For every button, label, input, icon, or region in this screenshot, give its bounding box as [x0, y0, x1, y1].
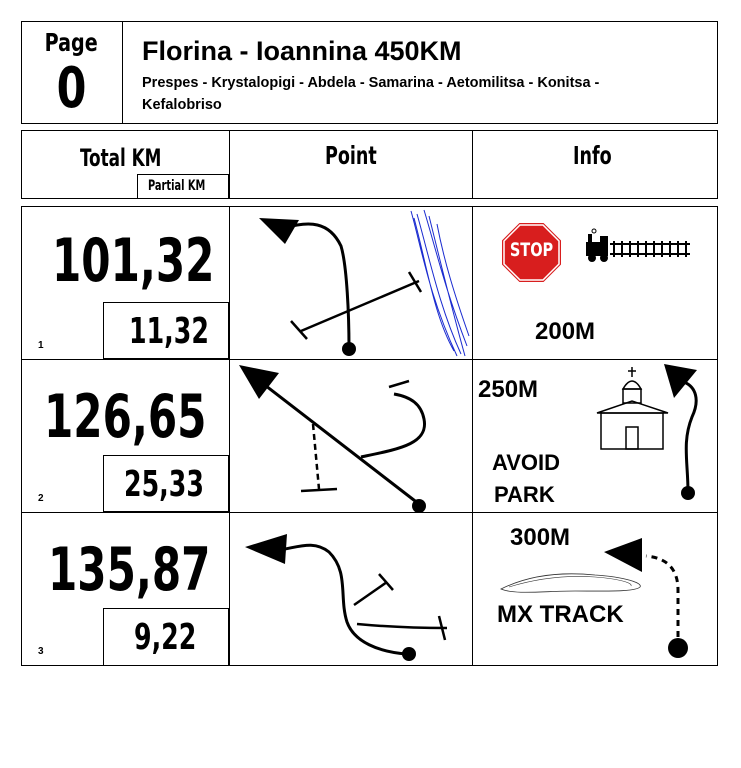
column-info: Info [573, 141, 612, 170]
row-3-index: 3 [38, 646, 44, 657]
row-2-info-text1: AVOID [492, 450, 561, 475]
column-point: Point [325, 141, 377, 170]
col-divider-1 [229, 130, 230, 199]
stop-sign-label: STOP [509, 239, 554, 261]
column-partial-km: Partial KM [148, 178, 206, 194]
page-title: Florina - Ioannina 450KM [142, 36, 462, 66]
row-1-info-distance: 200M [535, 318, 596, 345]
column-total-km: Total KM [80, 144, 162, 172]
row-1-partial: 11,32 [129, 311, 209, 352]
row-3-info-distance: 300M [510, 524, 571, 551]
row-1-total: 101,32 [52, 226, 215, 296]
row-2-partial: 25,33 [124, 464, 204, 505]
route-subtitle-line1: Prespes - Krystalopigi - Abdela - Samarina - Aetomilitsa - Konitsa - [142, 75, 600, 91]
tulip-diagram-icon [229, 512, 472, 665]
route-subtitle-line2: Kefalobriso [142, 97, 222, 113]
page-label: Page [45, 28, 98, 57]
col-divider-2 [472, 130, 473, 199]
train-icon [582, 228, 692, 268]
row-3-total: 135,87 [48, 535, 211, 605]
row-1-index: 1 [38, 340, 44, 351]
row-3-partial: 9,22 [134, 617, 197, 658]
row-2-info-distance: 250M [478, 376, 539, 403]
tulip-diagram-icon [652, 362, 712, 507]
tulip-diagram-icon [229, 359, 472, 512]
tulip-diagram-icon [598, 530, 698, 665]
tulip-diagram-icon [229, 206, 472, 359]
mx-track-icon [495, 567, 645, 597]
row-2-index: 2 [38, 493, 44, 504]
page-number: 0 [56, 56, 87, 121]
grid-divider-2 [472, 206, 473, 666]
row-2-info-text2: PARK [494, 482, 555, 507]
row-2-total: 126,65 [44, 382, 207, 452]
row-3-info-text1: MX TRACK [497, 601, 624, 628]
header-divider [122, 21, 123, 124]
